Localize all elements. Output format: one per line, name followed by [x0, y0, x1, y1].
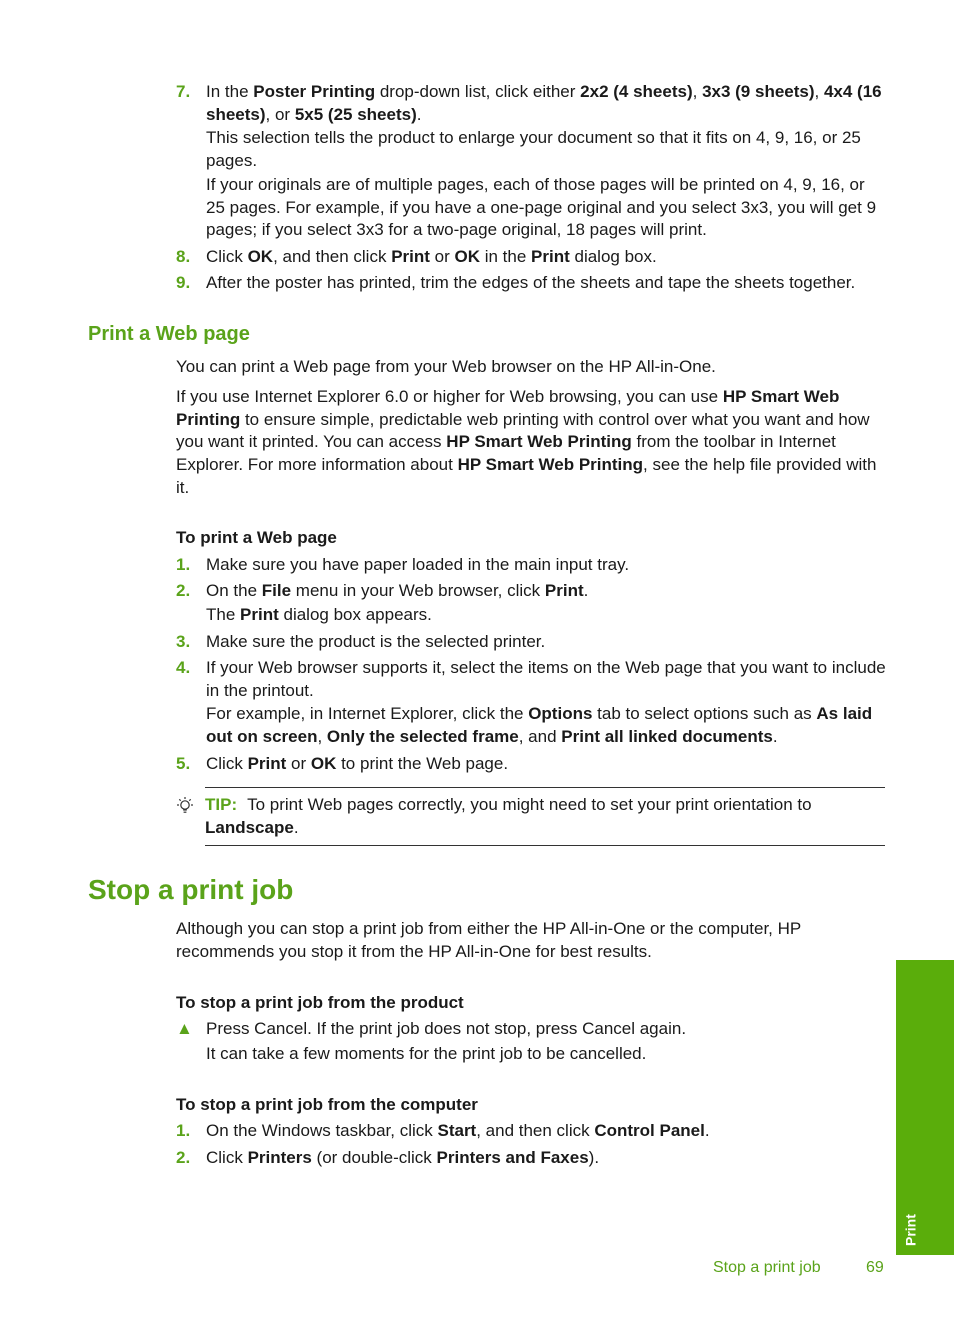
step-text	[206, 1018, 886, 1065]
step-line	[206, 1120, 886, 1143]
text-run: tab to select options such as	[592, 704, 817, 724]
step-line	[206, 753, 886, 776]
bold-text: Print	[544, 581, 584, 600]
text-run: to print the Web page.	[336, 754, 509, 773]
text-run: On the	[206, 581, 262, 600]
text-run: Click	[206, 754, 248, 773]
step-text	[206, 246, 886, 269]
bold-text: OK	[454, 247, 480, 266]
bold-text: OK	[247, 247, 274, 266]
list-item	[176, 753, 886, 776]
text-run: , or	[265, 104, 295, 124]
smart-web-paragraph	[176, 386, 886, 500]
step-text	[206, 272, 886, 295]
lightbulb-icon	[175, 796, 195, 816]
text-run: .	[583, 581, 589, 600]
text-run: .	[293, 817, 299, 837]
step-number: 9.	[176, 273, 191, 292]
step-number: 5.	[176, 754, 191, 773]
step-text	[206, 657, 886, 749]
step-line	[206, 272, 886, 295]
text-run: The	[206, 604, 241, 624]
bold-text: Print	[391, 247, 430, 266]
text-run: For example, in Internet Explorer, click the	[206, 704, 529, 724]
bold-text: As laid out on screen	[206, 704, 873, 747]
text-run: or	[429, 247, 455, 266]
text-run: Click	[206, 247, 248, 266]
bold-text: Only the selected frame	[326, 727, 519, 747]
text-run: from the toolbar in Internet Explorer. For more information about	[176, 432, 836, 475]
step-line: It can take a few moments for the print job to be cancelled.	[206, 1043, 647, 1063]
list-item	[176, 554, 886, 577]
text-run: After the poster has printed, trim the edges of the sheets and tape the sheets together.	[206, 273, 856, 292]
bold-text: Start	[437, 1121, 477, 1140]
bold-text: Poster Printing	[253, 82, 376, 101]
step-line	[206, 580, 886, 603]
step-line	[206, 657, 886, 702]
list-item	[176, 246, 886, 269]
text-run: , and	[518, 727, 562, 747]
text-run: ).	[588, 1148, 600, 1167]
bold-text: Landscape	[205, 817, 294, 837]
step-number: 1.	[176, 1121, 191, 1140]
procedure-heading: To print a Web page	[176, 528, 337, 547]
step-text	[206, 81, 886, 242]
section-heading: Print a Web page	[88, 323, 250, 345]
text-run: Click	[206, 1148, 248, 1167]
bold-text: Print all linked documents	[561, 727, 773, 747]
text-run: or	[286, 754, 311, 773]
text-run: (or double-click	[311, 1148, 437, 1167]
step-text	[206, 753, 886, 776]
step-number: 2.	[176, 581, 191, 600]
bold-text: 3x3 (9 sheets)	[702, 82, 815, 101]
text-run: In the	[206, 82, 254, 101]
procedure-heading: To stop a print job from the computer	[176, 1095, 478, 1114]
text-run: dialog box.	[569, 247, 657, 266]
text-run: ,	[814, 82, 824, 101]
side-tab-label: Print	[902, 1214, 919, 1246]
text-run: If your Web browser supports it, select the items on the Web page that you want to include in the printout.	[206, 658, 886, 700]
list-item	[176, 580, 886, 626]
step-line	[206, 246, 886, 269]
step-text	[206, 1147, 886, 1170]
bold-text: Printers and Faxes	[436, 1148, 589, 1167]
text-run: This selection tells the product to enlarge your document so that it fits on 4, 9, 16, or 25 pages.	[206, 128, 861, 171]
step-text	[206, 1120, 886, 1143]
bold-text: 4x4 (16 sheets)	[206, 82, 882, 124]
step-line	[206, 703, 886, 748]
text-run: in the	[479, 247, 532, 266]
tip-box	[205, 787, 885, 846]
tip-label: TIP:	[205, 795, 238, 814]
chapter-heading: Stop a print job	[88, 874, 294, 905]
step-number: 1.	[176, 555, 191, 574]
stop-intro-paragraph: Although you can stop a print job from either the HP All-in-One or the computer, HP recommends you stop it from the HP All-in-One for best results.	[176, 919, 801, 961]
tip-text	[205, 795, 812, 837]
bold-text: 2x2 (4 sheets)	[580, 82, 693, 101]
text-run: Make sure you have paper loaded in the main input tray.	[206, 555, 630, 574]
bold-text: File	[261, 581, 292, 600]
text-run: ,	[317, 727, 327, 747]
bold-text: Print	[531, 247, 570, 266]
bold-text: HP Smart Web Printing	[457, 455, 644, 475]
list-item	[176, 657, 886, 749]
step-line	[206, 127, 886, 172]
text-run: ,	[692, 82, 703, 101]
procedure-heading: To stop a print job from the product	[176, 993, 464, 1012]
text-run: To print Web pages correctly, you might need to set your print orientation to	[247, 795, 812, 814]
text-run: If your originals are of multiple pages, each of those pages will be printed on 4, 9, 16, or 25 pages. For example, if you have a one-page original and you select 3x3, you will get 9 pages; if you select 3x3 for a two-page original, 18 pages will print.	[206, 174, 877, 240]
list-item	[176, 1018, 886, 1065]
list-item	[176, 272, 886, 295]
step-text	[206, 580, 886, 626]
bold-text: OK	[310, 754, 337, 773]
step-line	[206, 554, 886, 577]
list-item	[176, 81, 886, 242]
text-run: Make sure the product is the selected printer.	[206, 632, 546, 651]
step-line	[206, 631, 886, 654]
step-number: 3.	[176, 632, 191, 651]
footer-section-title: Stop a print job	[713, 1259, 821, 1276]
text-run: , and then click	[476, 1121, 595, 1140]
bold-text: Control Panel	[594, 1121, 705, 1140]
bold-text: Printers	[247, 1148, 312, 1167]
text-run: drop-down list, click either	[375, 82, 581, 101]
text-run: .	[416, 104, 422, 124]
text-run: , and then click	[273, 247, 392, 266]
text-run: On the Windows taskbar, click	[206, 1121, 438, 1140]
step-number: 4.	[176, 658, 191, 677]
step-line	[206, 174, 886, 242]
page-number: 69	[866, 1259, 884, 1276]
step-number: 2.	[176, 1148, 191, 1167]
text-run: to ensure simple, predictable web printing with control over what you want and how you want it printed. You can access	[176, 409, 870, 452]
text-run: dialog box appears.	[278, 604, 432, 624]
bold-text: Print	[240, 604, 279, 624]
text-run: If you use Internet Explorer 6.0 or higher for Web browsing, you can use	[176, 387, 723, 406]
text-run: .	[704, 1121, 710, 1140]
bold-text: HP Smart Web Printing	[176, 387, 840, 429]
bold-text: HP Smart Web Printing	[446, 432, 632, 452]
bold-text: Options	[528, 704, 593, 724]
bold-text: 5x5 (25 sheets)	[294, 104, 417, 124]
step-text	[206, 631, 886, 654]
intro-paragraph: You can print a Web page from your Web browser on the HP All-in-One.	[176, 357, 716, 376]
list-item	[176, 1120, 886, 1143]
text-run: , see the help file provided with it.	[176, 455, 877, 497]
step-number: 8.	[176, 247, 191, 266]
step-line	[206, 81, 886, 126]
step-line	[206, 1147, 886, 1170]
step-line: Press Cancel. If the print job does not stop, press Cancel again.	[206, 1019, 687, 1038]
bold-text: Print	[247, 754, 287, 773]
text-run: menu in your Web browser, click	[291, 581, 545, 600]
text-run: .	[772, 727, 778, 747]
list-item	[176, 631, 886, 654]
list-item	[176, 1147, 886, 1170]
step-text	[206, 554, 886, 577]
triangle-bullet-icon: ▲	[176, 1019, 193, 1038]
step-line	[206, 604, 886, 627]
step-number: 7.	[176, 82, 191, 101]
